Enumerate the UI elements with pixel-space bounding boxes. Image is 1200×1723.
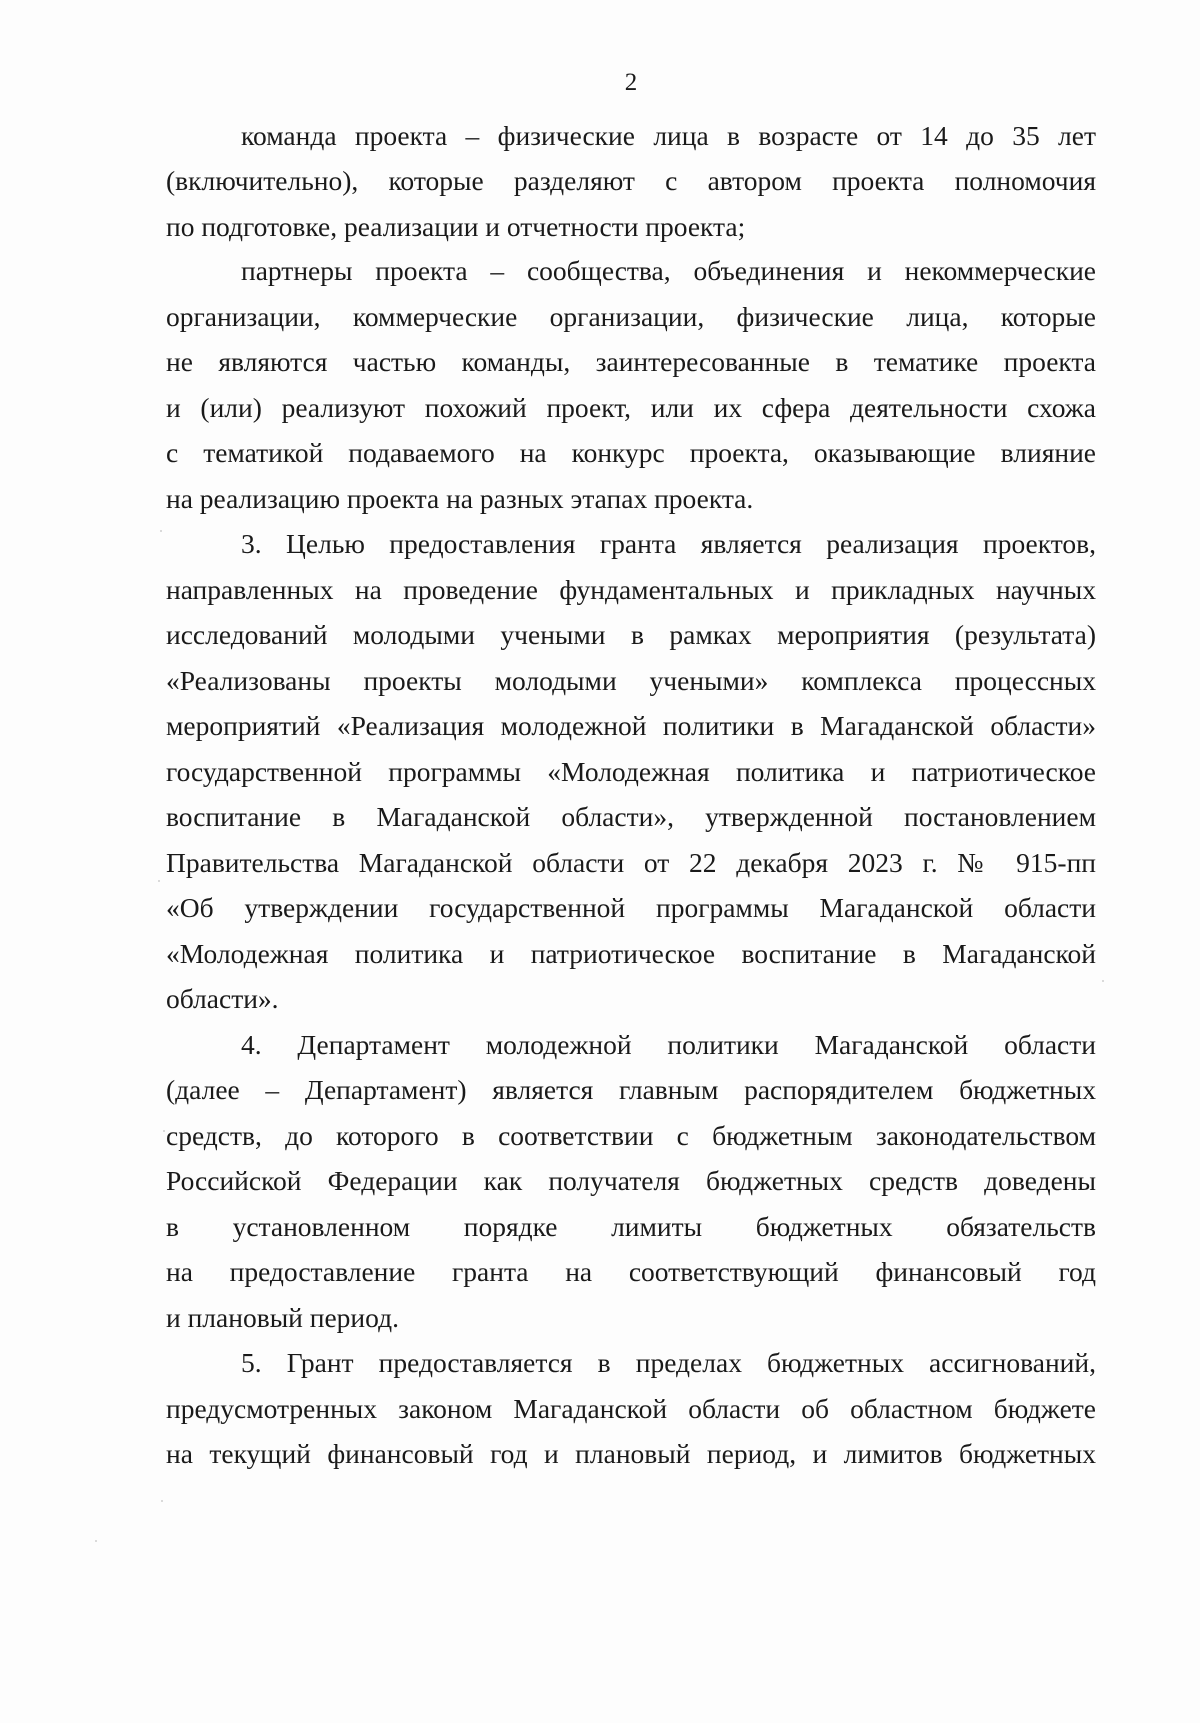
text-line: направленных на проведение фундаментальных и прикладных научных <box>166 574 1096 605</box>
scan-speck <box>161 1500 163 1502</box>
text-line: в установленном порядке лимиты бюджетных обязательств <box>166 1211 1096 1242</box>
text-line: Правительства Магаданской области от 22 декабря 2023 г. № 915-пп <box>166 847 1096 878</box>
text-line: (далее – Департамент) является главным распорядителем бюджетных <box>166 1074 1096 1105</box>
text-line: 5. Грант предоставляется в пределах бюджетных ассигнований, <box>241 1347 1096 1378</box>
text-line: исследований молодыми учеными в рамках мероприятия (результата) <box>166 619 1096 650</box>
scan-speck <box>160 530 162 532</box>
text-line: команда проекта – физические лица в возрасте от 14 до 35 лет <box>241 120 1096 151</box>
text-line: не являются частью команды, заинтересованные в тематике проекта <box>166 346 1096 377</box>
text-line: области». <box>166 983 279 1014</box>
text-line: (включительно), которые разделяют с автором проекта полномочия <box>166 165 1096 196</box>
text-line: предусмотренных законом Магаданской области об областном бюджете <box>166 1393 1096 1424</box>
text-line: государственной программы «Молодежная политика и патриотическое <box>166 756 1096 787</box>
text-line: партнеры проекта – сообщества, объединения и некоммерческие <box>241 255 1096 286</box>
scan-speck <box>95 1540 97 1542</box>
text-line: и (или) реализуют похожий проект, или их сфера деятельности схожа <box>166 392 1096 423</box>
text-line: организации, коммерческие организации, физические лица, которые <box>166 301 1096 332</box>
text-line: на реализацию проекта на разных этапах проекта. <box>166 483 754 514</box>
scan-speck <box>158 880 160 882</box>
text-line: воспитание в Магаданской области», утвержденной постановлением <box>166 801 1096 832</box>
text-line: и плановый период. <box>166 1302 399 1333</box>
text-line: «Реализованы проекты молодыми учеными» комплекса процессных <box>166 665 1096 696</box>
scan-speck <box>1102 980 1104 982</box>
text-line: с тематикой подаваемого на конкурс проекта, оказывающие влияние <box>166 437 1096 468</box>
text-line: 4. Департамент молодежной политики Магаданской области <box>241 1029 1096 1060</box>
text-line: средств, до которого в соответствии с бюджетным законодательством <box>166 1120 1096 1151</box>
scan-speck <box>163 1130 165 1132</box>
text-line: 3. Целью предоставления гранта является реализация проектов, <box>241 528 1096 559</box>
text-line: «Об утверждении государственной программы Магаданской области <box>166 892 1096 923</box>
text-line: на текущий финансовый год и плановый период, и лимитов бюджетных <box>166 1438 1096 1469</box>
text-line: «Молодежная политика и патриотическое воспитание в Магаданской <box>166 938 1096 969</box>
page-number: 2 <box>624 69 638 96</box>
text-line: по подготовке, реализации и отчетности проекта; <box>166 211 746 242</box>
text-line: Российской Федерации как получателя бюджетных средств доведены <box>166 1165 1096 1196</box>
text-line: на предоставление гранта на соответствующий финансовый год <box>166 1256 1096 1287</box>
text-line: мероприятий «Реализация молодежной политики в Магаданской области» <box>166 710 1096 741</box>
